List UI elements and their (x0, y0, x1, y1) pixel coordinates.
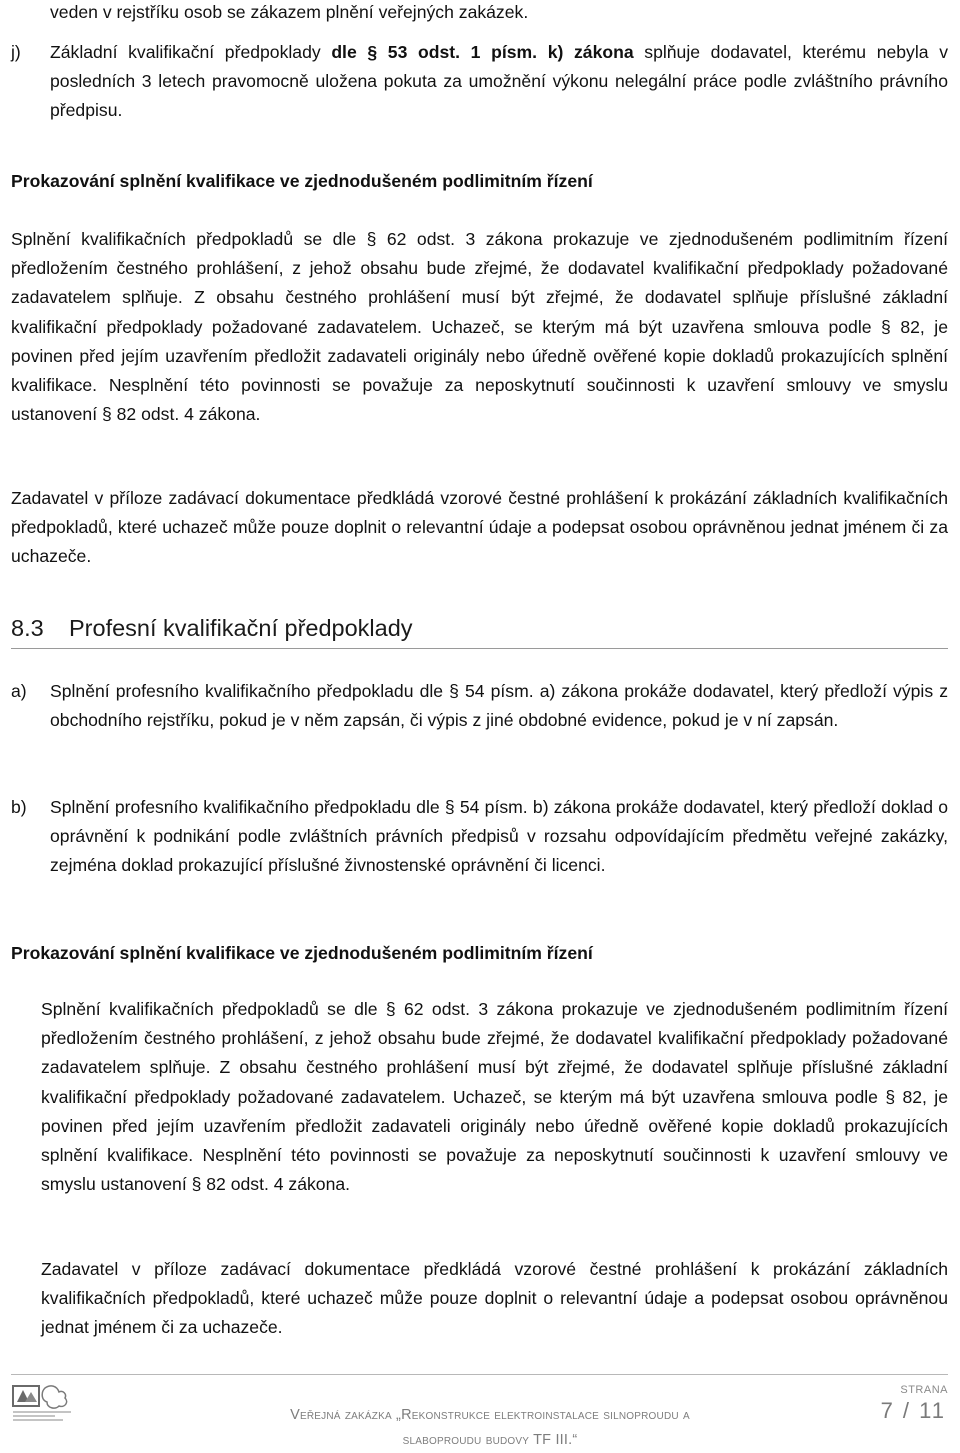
item-j-label: j) (11, 42, 21, 62)
item-a-label: a) (11, 681, 27, 701)
section-heading-professional-qualification (11, 608, 948, 649)
paragraph-declaration-template: Zadavatel v příloze zadávací dokumentace předkládá vzorové čestné prohlášení k prokázání základních kvalifikačních předpokladů, které uchazeč může pouze doplnit o relevantní údaje a podepsat osobou oprávněnou jednat jménem či za uchazeče. (11, 488, 948, 567)
text-run: Základní kvalifikační předpoklady (50, 42, 332, 62)
section-number: 8.3 (11, 615, 44, 641)
paragraph-qualification-proof-2: Splnění kvalifikačních předpokladů se dle § 62 odst. 3 zákona prokazuje ve zjednodušeném podlimitním řízení předložením čestného prohlášení, z jehož obsahu bude zřejmé, že dodavatel kvalifikační předpoklady požadované zadavatelem splňuje. Z obsahu čestného prohlášení musí být zřejmé, že dodavatel splňuje příslušné základní kvalifikační předpoklady požadované zadavatelem. Uchazeč, se kterým má být uzavřena smlouva podle § 82, je povinen před jejím uzavřením předložit zadavateli originály nebo úředně ověřené kopie dokladů prokazujících splnění kvalifikace. Nesplnění této povinnosti se považuje za neposkytnutí součinnosti k uzavření smlouvy ve smyslu ustanovení § 82 odst. 4 zákona. (41, 999, 948, 1195)
text-run: splňuje dodavatel, kterému nebyla v posledních 3 letech pravomocně uložena pokuta za umožnění výkonu nelegální práce podle zvláštního právního předpisu. (50, 42, 948, 121)
footer-divider (11, 1374, 948, 1375)
text-run: Splnění kvalifikačních předpokladů se dle § 62 odst. (11, 229, 456, 249)
item-j-text (50, 38, 948, 126)
footer-page-label: STRANA (900, 1384, 948, 1396)
bold-text-run: dle § 53 odst. 1 písm. k) zákona (331, 42, 634, 62)
text-run: 3 zákona prokazuje ve zjednodušeném podlimitním řízení předložením čestného prohlášení, z jehož obsahu bude zřejmé, že dodavatel kvalifikační předpoklady požadované zadavatelem splňuje. Z obsahu čestného prohlášení musí být zřejmé, že dodavatel splňuje příslušné základní kvalifikační předpoklady požadované zadavatelem. Uchazeč, se kterým má být uzavřena smlouva podle § 82, je povinen před jejím uzavřením předložit zadavateli originály nebo úředně ověřené kopie dokladů prokazujících splnění kvalifikace. Nesplnění této povinnosti se považuje za neposkytnutí součinnosti k uzavření smlouvy ve smyslu ustanovení § 82 odst. 4 zákona. (11, 229, 948, 425)
section-heading-simplified-procedure: Prokazování splnění kvalifikace ve zjednodušeném podlimitním řízení (11, 171, 593, 191)
paragraph-qualification-proof (11, 225, 948, 429)
item-b-text: Splnění profesního kvalifikačního předpokladu dle § 54 písm. b) zákona prokáže dodavatel, který předloží doklad o oprávnění k podnikání podle zvláštních právních předpisů v rozsahu odpovídajícím předmětu veřejné zakázky, zejména doklad prokazující příslušné živnostenské oprávnění či licenci. (50, 797, 948, 876)
item-a-text: Splnění profesního kvalifikačního předpokladu dle § 54 písm. a) zákona prokáže dodavatel, který předloží výpis z obchodního rejstříku, pokud je v něm zapsán, či výpis z jiné obdobné evidence, pokud je v ní zapsán. (50, 681, 948, 731)
footer-title-line-2: slaboproudu budovy TF III.“ (402, 1432, 578, 1448)
paragraph-declaration-template-2: Zadavatel v příloze zadávací dokumentace předkládá vzorové čestné prohlášení k prokázání základních kvalifikačních předpokladů, které uchazeč může pouze doplnit o relevantní údaje a podepsat osobou oprávněnou jednat jménem či za uchazeče. (41, 1259, 948, 1338)
footer-title-line-1: Veřejná zakázka „Rekonstrukce elektroinstalace silnoproudu a (290, 1407, 690, 1423)
footer-page-number: 7 / 11 (880, 1398, 946, 1423)
university-logo-icon (11, 1382, 73, 1424)
section-heading-simplified-procedure-2: Prokazování splnění kvalifikace ve zjednodušeném podlimitním řízení (11, 943, 593, 963)
footer-contract-title (190, 1403, 790, 1453)
item-j-continuation: veden v rejstříku osob se zákazem plnění veřejných zakázek. (50, 2, 529, 22)
item-b-label: b) (11, 797, 27, 817)
section-title: Profesní kvalifikační předpoklady (69, 615, 413, 641)
